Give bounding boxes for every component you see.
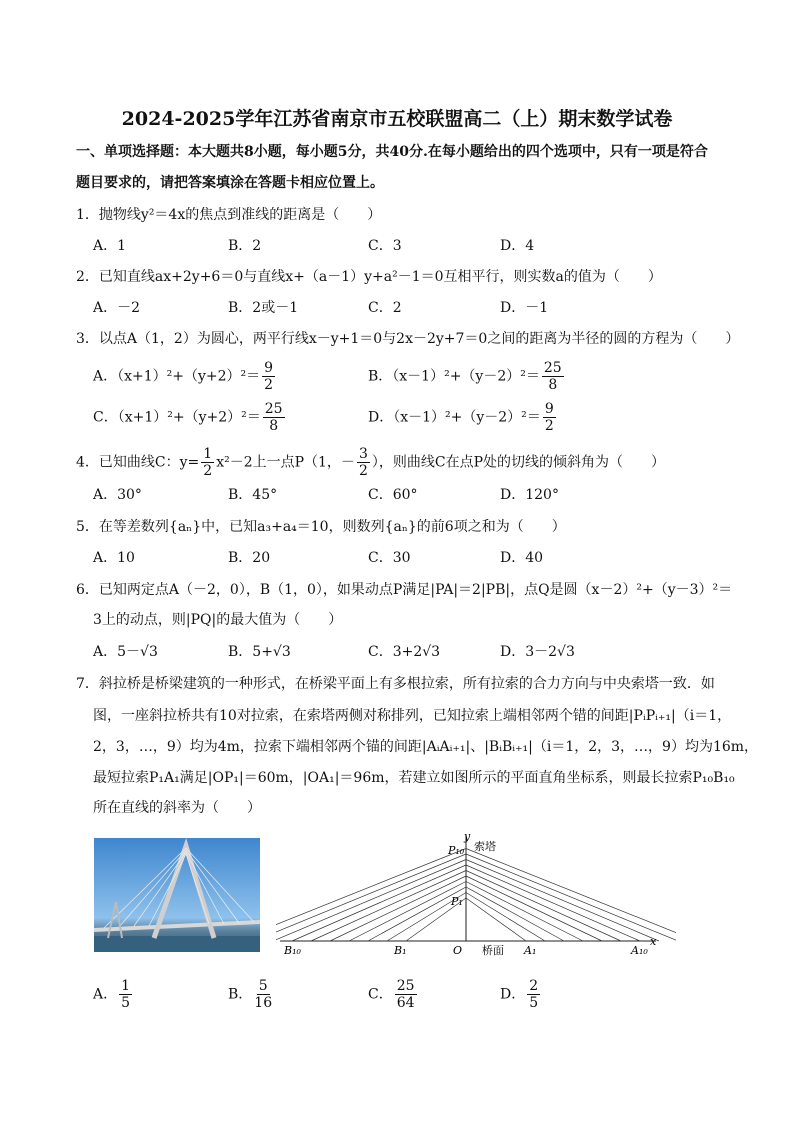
q1-option-a: A．1 bbox=[93, 238, 127, 254]
q6-option-a: A．5－√3 bbox=[93, 644, 158, 660]
label-tower: 索塔 bbox=[474, 840, 496, 853]
numerator: 1 bbox=[203, 446, 213, 462]
label-y: y bbox=[464, 830, 471, 843]
denominator: 2 bbox=[203, 463, 213, 479]
question-7-line2: 图，一座斜拉桥共有10对拉索，在索塔两侧对称排列，已知拉索上端相邻两个错的间距|PᵢPᵢ₊₁|（i＝1， bbox=[93, 708, 732, 724]
cable-right bbox=[466, 893, 545, 942]
question-6: 6．已知两定点A（－2，0），B（1，0），如果动点P满足|PA|＝2|PB|，点Q是圆（x－2）²+（y－3）²＝ bbox=[76, 582, 733, 598]
option-label: C． bbox=[368, 986, 393, 1003]
cable-right bbox=[466, 860, 659, 942]
option-label: A．（x+1）²+（y+2）²＝ bbox=[93, 368, 261, 385]
cable-left bbox=[311, 871, 466, 942]
cable-left bbox=[292, 865, 466, 941]
option-label: D．（x－1）²+（y－2）²＝ bbox=[368, 409, 541, 426]
label-x: x bbox=[650, 935, 657, 948]
q4-mid: x²－2上一点P（1，－ bbox=[216, 454, 355, 471]
q4-option-d: D．120° bbox=[500, 487, 559, 503]
bridge-photo-drawing bbox=[94, 838, 260, 952]
option-label: B．（x－1）²+（y－2）²＝ bbox=[368, 368, 540, 385]
numerator: 5 bbox=[258, 978, 268, 994]
bridge-photo bbox=[94, 838, 260, 952]
cable-right bbox=[466, 871, 621, 942]
fraction bbox=[527, 978, 540, 1011]
denominator: 5 bbox=[529, 995, 539, 1011]
numerator: 2 bbox=[529, 978, 539, 994]
q6-option-c: C．3+2√3 bbox=[368, 644, 441, 660]
denominator: 2 bbox=[264, 377, 274, 393]
label-b1: B₁ bbox=[394, 944, 407, 957]
fraction bbox=[395, 978, 417, 1011]
question-1: 1．抛物线y²＝4x的焦点到准线的距离是（ ） bbox=[76, 207, 382, 223]
numerator: 3 bbox=[358, 446, 368, 462]
q2-option-a: A．－2 bbox=[93, 300, 141, 316]
fraction bbox=[119, 978, 132, 1011]
q3-option-a bbox=[93, 360, 277, 393]
denominator: 2 bbox=[544, 418, 554, 434]
q2-option-d: D．－1 bbox=[500, 300, 549, 316]
q1-option-b: B．2 bbox=[228, 238, 262, 254]
question-7-line5: 所在直线的斜率为（ ） bbox=[93, 800, 261, 816]
q4-option-a: A．30° bbox=[93, 487, 142, 503]
fraction bbox=[263, 401, 285, 434]
q6-option-b: B．5+√3 bbox=[228, 644, 291, 660]
q5-option-b: B．20 bbox=[228, 550, 271, 566]
q7-option-b bbox=[228, 978, 274, 1011]
label-p10: P₁₀ bbox=[448, 844, 465, 857]
bridge-diagram bbox=[276, 830, 676, 960]
q7-option-c bbox=[368, 978, 419, 1011]
cable-left bbox=[276, 860, 466, 942]
cable-right bbox=[466, 865, 640, 941]
q4-option-b: B．45° bbox=[228, 487, 278, 503]
denominator: 8 bbox=[548, 377, 558, 393]
section-header: 一、单项选择题：本大题共8小题，每小题5分，共40分.在每小题给出的四个选项中，只有一项是符合 bbox=[76, 144, 708, 160]
option-label: A． bbox=[93, 986, 118, 1003]
question-7-line4: 最短拉索P₁A₁满足|OP₁|＝60m，|OA₁|＝96m，若建立如图所示的平面直角坐标系，则最长拉索P₁₀B₁₀ bbox=[93, 770, 735, 786]
q5-option-d: D．40 bbox=[500, 550, 544, 566]
q4-pre: 4．已知曲线C：y= bbox=[76, 454, 200, 471]
option-label: C．（x+1）²+（y+2）²＝ bbox=[93, 409, 261, 426]
question-5: 5．在等差数列{aₙ}中，已知a₃+a₄＝10，则数列{aₙ}的前6项之和为（ ） bbox=[76, 519, 566, 535]
question-6-cont: 3上的动点，则|PQ|的最大值为（ ） bbox=[93, 612, 343, 628]
numerator: 1 bbox=[121, 978, 131, 994]
numerator: 25 bbox=[396, 978, 415, 994]
q5-option-a: A．10 bbox=[93, 550, 135, 566]
numerator: 9 bbox=[264, 360, 274, 376]
question-7: 7．斜拉桥是桥梁建筑的一种形式，在桥梁平面上有多根拉索，所有拉索的合力方向与中央索塔一致．如 bbox=[76, 676, 715, 692]
numerator: 9 bbox=[544, 401, 554, 417]
label-p1: P₁ bbox=[451, 895, 463, 908]
fraction bbox=[262, 360, 275, 393]
q7-option-a bbox=[93, 978, 134, 1011]
q2-option-b: B．2或－1 bbox=[228, 300, 299, 316]
question-2: 2．已知直线ax+2y+6＝0与直线x+（a－1）y+a²－1＝0互相平行，则实数a的值为（ ） bbox=[76, 269, 662, 285]
question-7-line3: 2，3，…，9）均为4m，拉索下端相邻两个锚的间距|AᵢAᵢ₊₁|、|BᵢBᵢ₊₁|（i＝1，2，3，…，9）均为16m， bbox=[93, 739, 759, 755]
fraction bbox=[254, 978, 272, 1011]
label-o: O bbox=[453, 944, 463, 957]
question-3: 3．以点A（1，2）为圆心，两平行线x－y+1＝0与2x－2y+7＝0之间的距离为半径的圆的方程为（ ） bbox=[76, 331, 740, 347]
numerator: 25 bbox=[264, 401, 283, 417]
cable-right bbox=[466, 898, 526, 941]
fraction bbox=[542, 360, 564, 393]
denominator: 16 bbox=[254, 995, 273, 1011]
q2-option-c: C．2 bbox=[368, 300, 402, 316]
denominator: 5 bbox=[121, 995, 131, 1011]
q5-option-c: C．30 bbox=[368, 550, 411, 566]
q4-post: ），则曲线C在点P处的切线的倾斜角为（ ） bbox=[371, 454, 665, 471]
question-4 bbox=[76, 446, 665, 479]
label-a10: A₁₀ bbox=[631, 944, 648, 957]
q3-option-c bbox=[93, 401, 287, 434]
fraction bbox=[201, 446, 214, 479]
section-header-cont: 题目要求的，请把答案填涂在答题卡相应位置上。 bbox=[76, 175, 384, 191]
label-a1: A₁ bbox=[524, 944, 537, 957]
denominator: 2 bbox=[358, 463, 368, 479]
q1-option-d: D．4 bbox=[500, 238, 535, 254]
q6-option-d: D．3－2√3 bbox=[500, 644, 575, 660]
option-label: B． bbox=[228, 986, 253, 1003]
cables bbox=[276, 849, 676, 942]
label-deck: 桥面 bbox=[482, 944, 504, 957]
option-label: D． bbox=[500, 986, 526, 1003]
cable-left bbox=[276, 849, 466, 942]
numerator: 25 bbox=[543, 360, 562, 376]
q3-option-b bbox=[368, 360, 566, 393]
q1-option-c: C．3 bbox=[368, 238, 402, 254]
denominator: 64 bbox=[396, 995, 415, 1011]
fraction bbox=[543, 401, 556, 434]
q3-option-d bbox=[368, 401, 558, 434]
label-b10: B₁₀ bbox=[284, 944, 301, 957]
q4-option-c: C．60° bbox=[368, 487, 418, 503]
denominator: 8 bbox=[269, 418, 279, 434]
fraction bbox=[357, 446, 370, 479]
page-title: 2024-2025学年江苏省南京市五校联盟高二（上）期末数学试卷 bbox=[121, 108, 673, 130]
q7-option-d bbox=[500, 978, 542, 1011]
